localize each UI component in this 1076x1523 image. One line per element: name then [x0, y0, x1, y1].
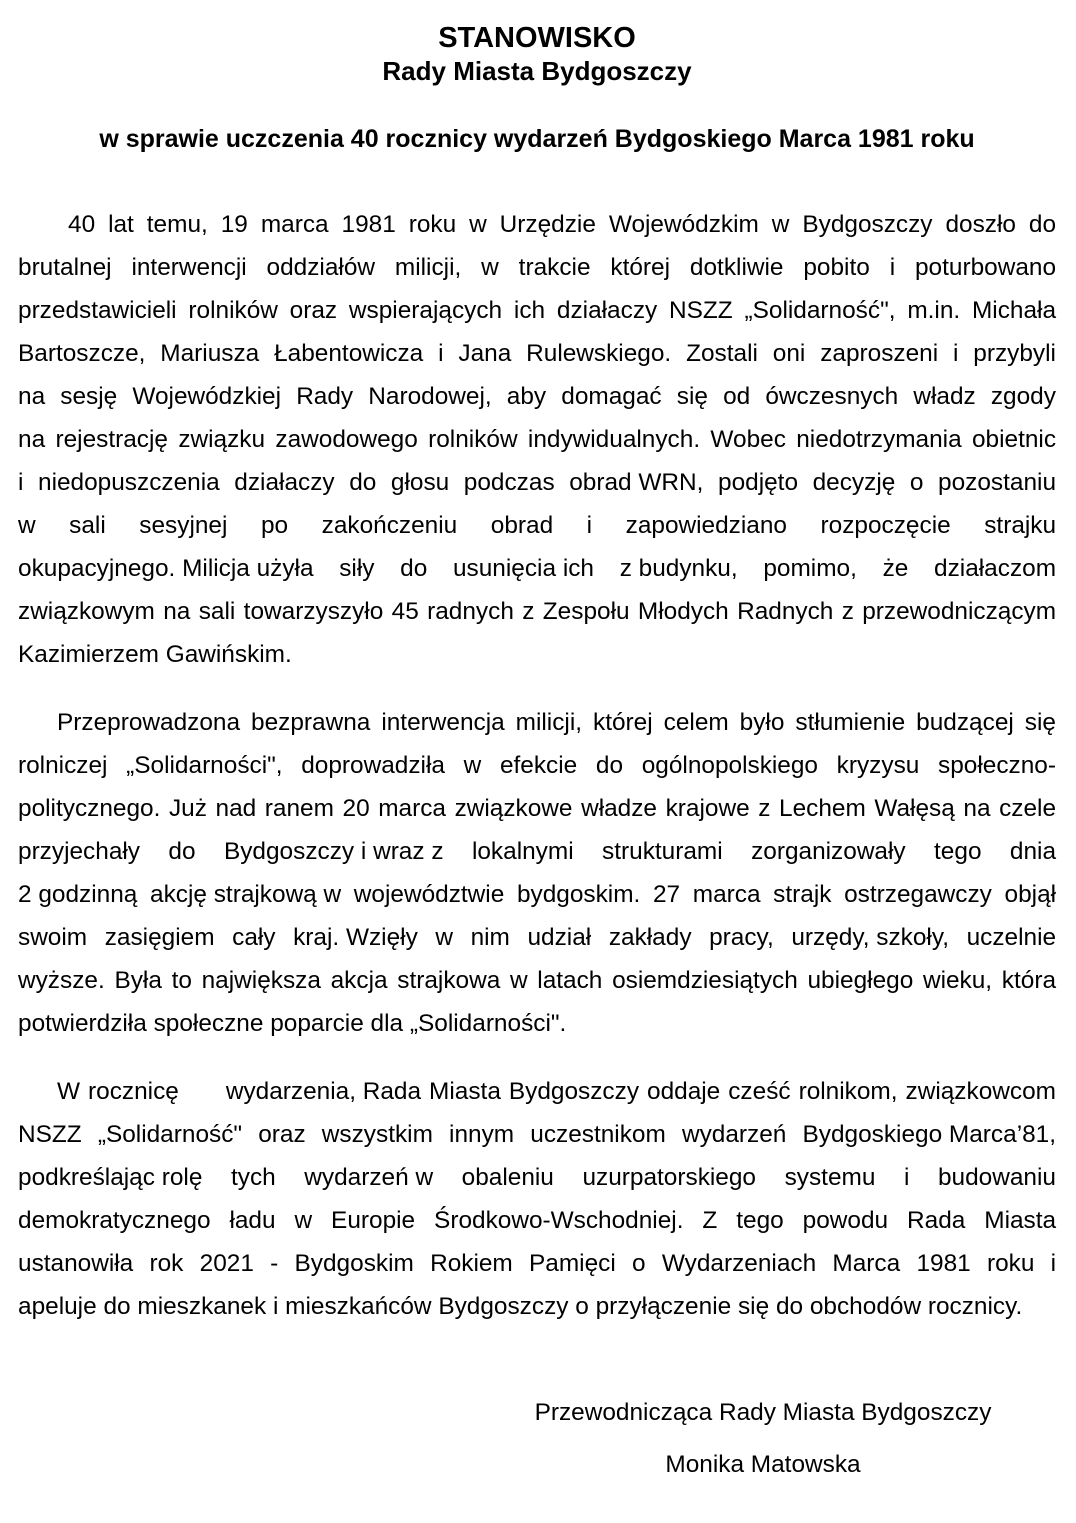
text-line: Bartoszcze, Mariusza Łabentowicza i Jana Rulewskiego. Zostali oni zaproszeni i przybyli: [18, 340, 1056, 367]
document-title: STANOWISKO: [438, 22, 636, 54]
text-line: swoim zasięgiem cały kraj. Wzięły w nim udział zakłady pracy, urzędy, szkoły, uczelnie: [18, 916, 1056, 959]
text-line: W rocznicę wydarzenia, Rada Miasta Bydgoszczy oddaje cześć rolnikom, związkowcom: [18, 1070, 1056, 1113]
tight-word-group: wydarzeń w: [304, 1164, 434, 1191]
signature-block: [470, 1391, 1056, 1486]
text-line: potwierdziła społeczne poparcie dla „Solidarności".: [18, 1010, 567, 1037]
tight-word-group: usunięcia ich: [452, 555, 594, 582]
text-line: przyjechały do Bydgoszczy i wraz z lokalnymi strukturami zorganizowały tego dnia: [18, 830, 1056, 873]
tight-word-group: obrad WRN,: [569, 469, 704, 496]
text-line: Przeprowadzona bezprawna interwencja milicji, której celem było stłumienie budzącej się: [57, 709, 1056, 736]
text-line: na rejestrację związku zawodowego rolników indywidualnych. Wobec niedotrzymania obietnic: [18, 426, 1057, 453]
tight-word-group: urzędy, szkoły,: [791, 924, 949, 951]
text-line: wyższe. Była to największa akcja strajkowa w latach osiemdziesiątych ubiegłego wieku, która: [18, 967, 1057, 994]
text-line: przedstawicieli rolników oraz wspierających ich działaczy NSZZ „Solidarność", m.in. Michała: [18, 297, 1057, 324]
text-line: demokratycznego ładu w Europie Środkowo-Wschodniej. Z tego powodu Rada Miasta: [18, 1207, 1057, 1234]
tight-word-group: 2 godzinną: [18, 881, 138, 908]
tight-word-group: wydarzenia, Rada: [225, 1078, 422, 1105]
text-line: ustanowiła rok 2021 - Bydgoskim Rokiem Pamięci o Wydarzeniach Marca 1981 roku i: [18, 1250, 1057, 1277]
text-line: w sali sesyjnej po zakończeniu obrad i zapowiedziano rozpoczęcie strajku: [18, 512, 1057, 539]
text-line: politycznego. Już nad ranem 20 marca związkowe władze krajowe z Lechem Wałęsą na czele: [18, 795, 1057, 822]
tight-word-group: podkreślając rolę: [18, 1164, 203, 1191]
text-line: 40 lat temu, 19 marca 1981 roku w Urzędzie Wojewódzkim w Bydgoszczy doszło do: [68, 211, 1057, 238]
text-line: okupacyjnego. Milicja użyła siły do usunięcia ich z budynku, pomimo, że działaczom: [18, 547, 1056, 590]
tight-word-group: okupacyjnego. Milicja użyła: [18, 555, 314, 582]
text-line: brutalnej interwencji oddziałów milicji, w trakcie której dotkliwie pobito i poturbowano: [18, 254, 1057, 281]
text-line: Kazimierzem Gawińskim.: [18, 641, 292, 668]
text-line: apeluje do mieszkanek i mieszkańców Bydgoszczy o przyłączenie się do obchodów rocznicy.: [18, 1293, 1023, 1320]
text-line: 2 godzinną akcję strajkową w województwie bydgoskim. 27 marca strajk ostrzegawczy objął: [18, 873, 1056, 916]
signature-role: Przewodnicząca Rady Miasta Bydgoszczy: [534, 1399, 992, 1426]
text-line: podkreślając rolę tych wydarzeń w obaleniu uzurpatorskiego systemu i budowaniu: [18, 1156, 1056, 1199]
tight-word-group: kraj. Wzięły: [293, 924, 418, 951]
document-subject: w sprawie uczczenia 40 rocznicy wydarzeń Bydgoskiego Marca 1981 roku: [99, 125, 975, 153]
paragraph: [18, 701, 1056, 1045]
body-text: [18, 203, 1056, 1328]
signature-name: Monika Matowska: [665, 1451, 861, 1478]
paragraph: [18, 1070, 1056, 1328]
text-line: NSZZ „Solidarność" oraz wszystkim innym uczestnikom wydarzeń Bydgoskiego Marca’81,: [18, 1113, 1056, 1156]
tight-word-group: Bydgoszczy i wraz z: [223, 838, 444, 865]
text-line: i niedopuszczenia działaczy do głosu podczas obrad WRN, podjęto decyzję o pozostaniu: [18, 461, 1056, 504]
text-line: rolniczej „Solidarności", doprowadziła w efekcie do ogólnopolskiego kryzysu społeczno-: [18, 752, 1056, 779]
tight-word-group: akcję strajkową w: [150, 881, 342, 908]
paragraph: [18, 203, 1056, 676]
tight-word-group: Bydgoskiego Marca’81,: [802, 1121, 1057, 1148]
document-subtitle: Rady Miasta Bydgoszczy: [382, 56, 692, 86]
text-line: na sesję Wojewódzkiej Rady Narodowej, aby domagać się od ówczesnych władz zgody: [18, 383, 1056, 410]
text-line: związkowym na sali towarzyszyło 45 radnych z Zespołu Młodych Radnych z przewodniczącym: [18, 598, 1057, 625]
tight-word-group: z budynku,: [619, 555, 738, 582]
